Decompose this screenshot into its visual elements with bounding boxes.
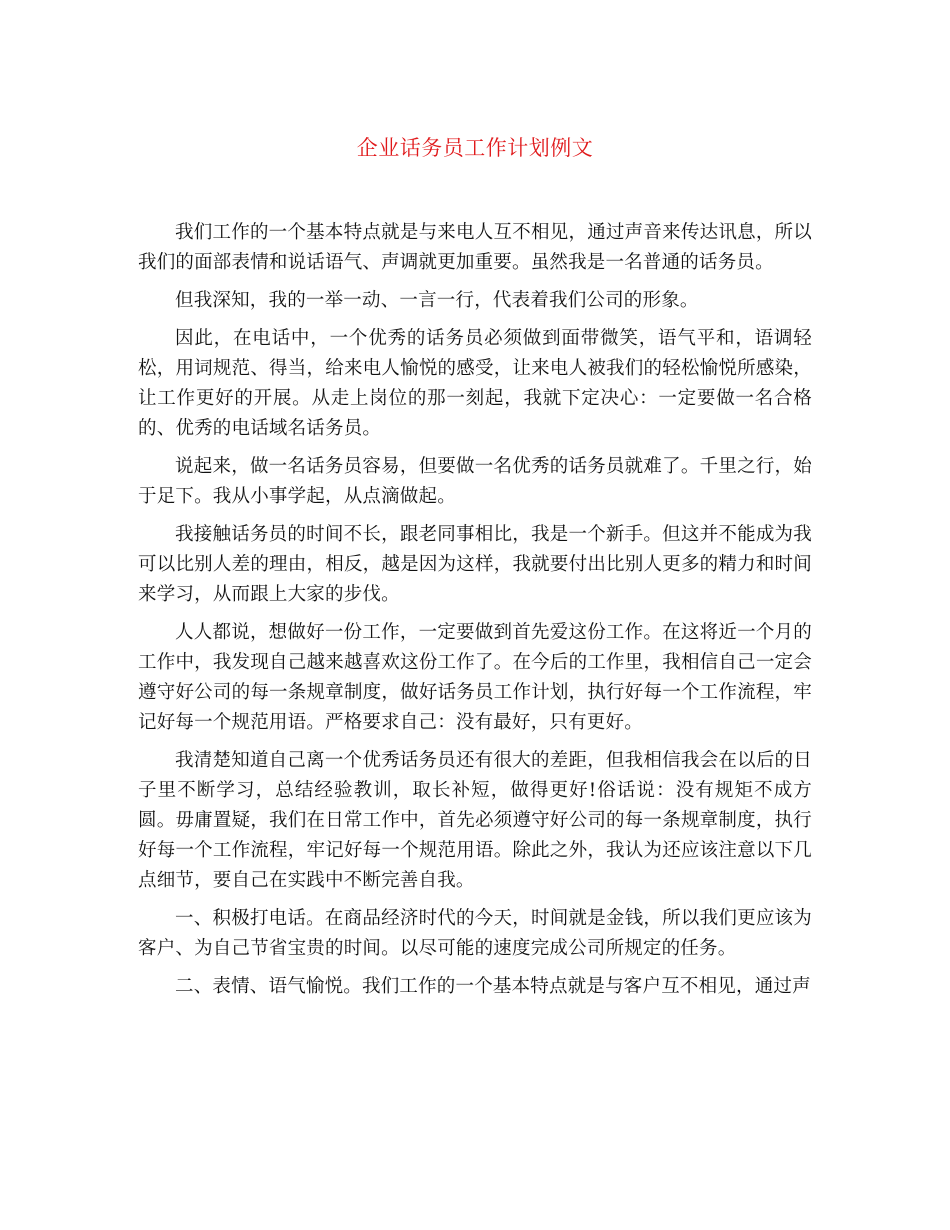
paragraph: 但我深知，我的一举一动、一言一行，代表着我们公司的形象。 <box>175 290 699 311</box>
paragraph: 说起来，做一名话务员容易，但要做一名优秀的话务员就难了。千里之行，始于足下。我从小事学起，从点滴做起。 <box>138 456 812 507</box>
paragraph: 一、积极打电话。在商品经济时代的今天，时间就是金钱，所以我们更应该为客户、为自己节省宝贵的时间。以尽可能的速度完成公司所规定的任务。 <box>138 908 812 959</box>
paragraph: 因此，在电话中，一个优秀的话务员必须做到面带微笑，语气平和，语调轻松，用词规范、得当，给来电人愉悦的感受，让来电人被我们的轻松愉悦所感染，让工作更好的开展。从走上岗位的那一刻起，我就下定决心：一定要做一名合格的、优秀的电话域名话务员。 <box>138 328 812 439</box>
document-title: 企业话务员工作计划例文 <box>356 136 594 160</box>
document-body <box>138 218 812 1002</box>
paragraph: 我清楚知道自己离一个优秀话务员还有很大的差距，但我相信我会在以后的日子里不断学习，总结经验教训，取长补短，做得更好!俗话说：没有规矩不成方圆。毋庸置疑，我们在日常工作中，首先必须遵守好公司的每一条规章制度，执行好每一个工作流程，牢记好每一个规范用语。除此之外，我认为还应该注意以下几点细节，要自己在实践中不断完善自我。 <box>138 750 812 891</box>
paragraph: 我接触话务员的时间不长，跟老同事相比，我是一个新手。但这并不能成为我可以比别人差的理由，相反，越是因为这样，我就要付出比别人更多的精力和时间来学习，从而跟上大家的步伐。 <box>138 524 812 605</box>
paragraph: 人人都说，想做好一份工作，一定要做到首先爱这份工作。在这将近一个月的工作中，我发现自己越来越喜欢这份工作了。在今后的工作里，我相信自己一定会遵守好公司的每一条规章制度，做好话务员工作计划，执行好每一个工作流程，牢记好每一个规范用语。严格要求自己：没有最好，只有更好。 <box>138 622 812 733</box>
paragraph: 我们工作的一个基本特点就是与来电人互不相见，通过声音来传达讯息，所以我们的面部表情和说话语气、声调就更加重要。虽然我是一名普通的话务员。 <box>138 222 812 273</box>
paragraph: 二、表情、语气愉悦。我们工作的一个基本特点就是与客户互不相见，通过声 <box>175 976 811 997</box>
